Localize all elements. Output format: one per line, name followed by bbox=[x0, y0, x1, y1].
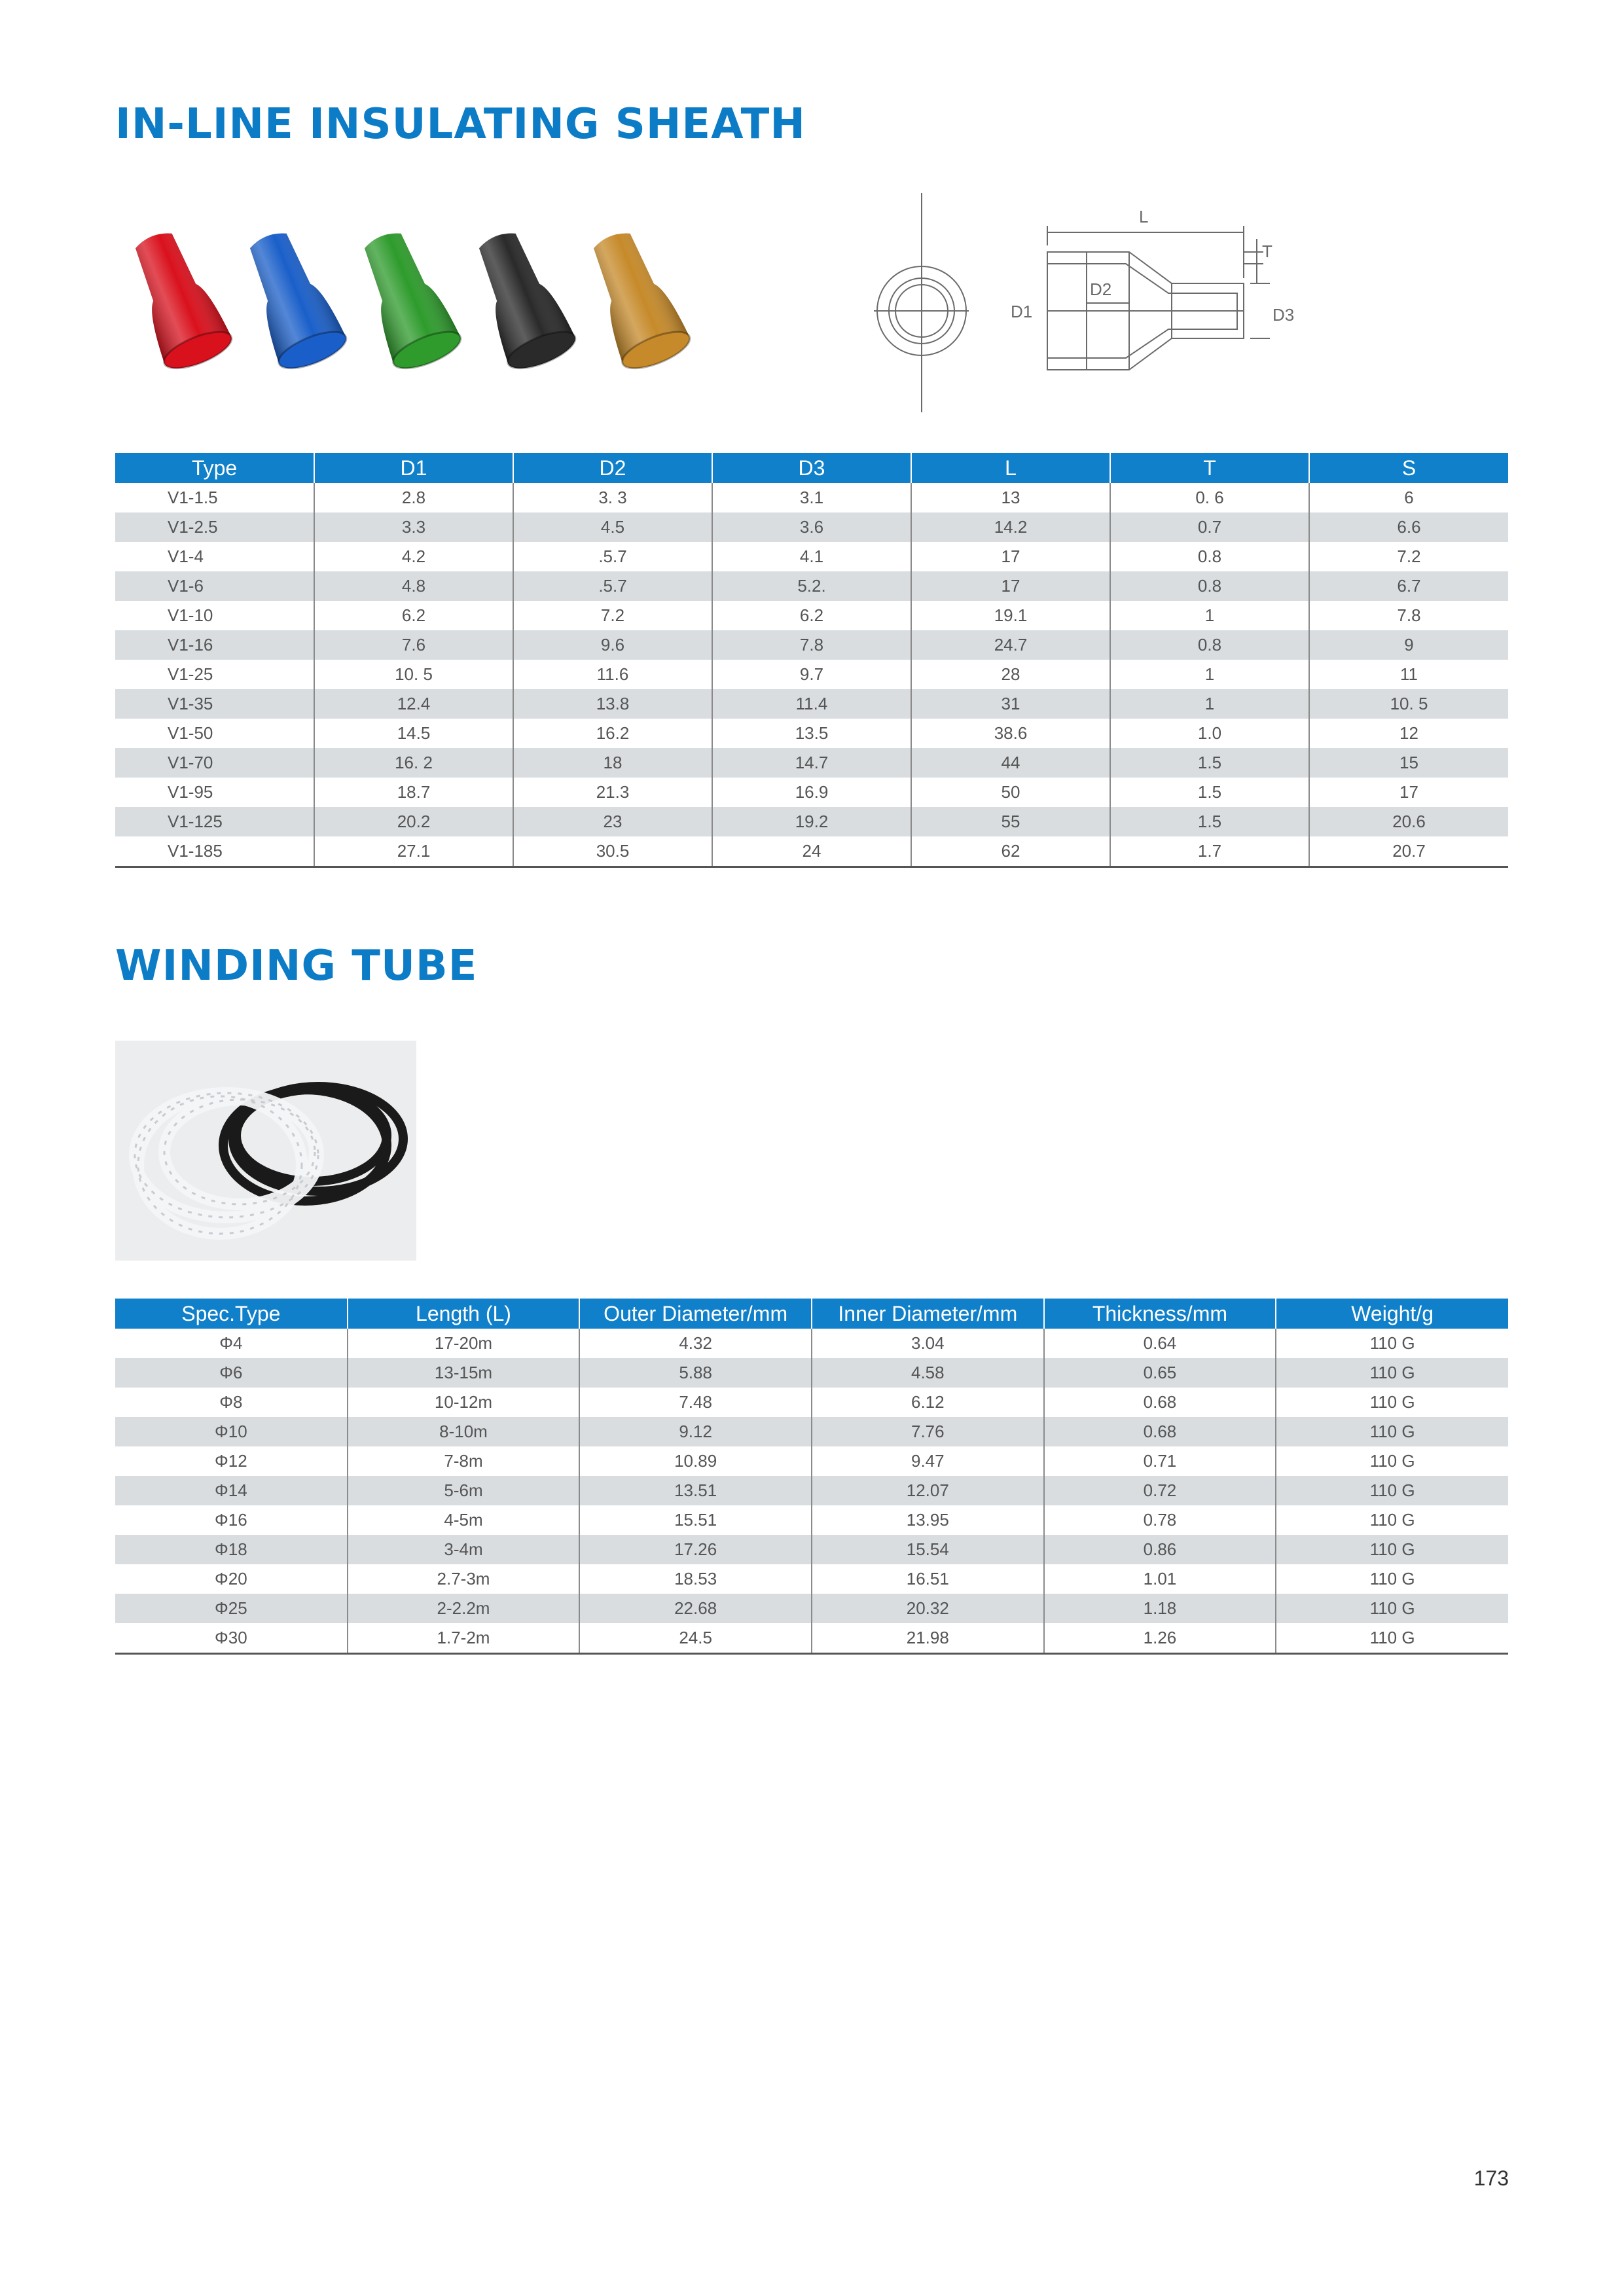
table-cell: V1-2.5 bbox=[115, 512, 314, 542]
table-cell: 10. 5 bbox=[314, 660, 513, 689]
table-cell: 30.5 bbox=[513, 836, 712, 867]
table-cell: 4.2 bbox=[314, 542, 513, 571]
winding-tube-photo bbox=[115, 1041, 416, 1261]
table-cell: 6.2 bbox=[712, 601, 911, 630]
table-cell: 6.6 bbox=[1309, 512, 1508, 542]
table-row bbox=[115, 748, 1508, 778]
diagram-label-D3: D3 bbox=[1272, 305, 1295, 325]
table-cell: 17 bbox=[911, 542, 1110, 571]
table-cell: 27.1 bbox=[314, 836, 513, 867]
table-cell: 14.7 bbox=[712, 748, 911, 778]
table-cell: 1.5 bbox=[1110, 778, 1309, 807]
table-cell: V1-50 bbox=[168, 723, 213, 743]
table-cell: 1.7 bbox=[1110, 836, 1309, 867]
table-cell: 3. 3 bbox=[513, 483, 712, 512]
page-number: 173 bbox=[1473, 2166, 1509, 2190]
sheath-sample bbox=[128, 223, 236, 376]
table-row bbox=[115, 660, 1508, 689]
table-cell: 3.3 bbox=[314, 512, 513, 542]
table-cell: 7.2 bbox=[1309, 542, 1508, 571]
column-header: D2 bbox=[513, 453, 712, 483]
column-header: L bbox=[911, 453, 1110, 483]
table-cell: 22.68 bbox=[579, 1594, 812, 1623]
table-cell: 44 bbox=[911, 748, 1110, 778]
table-cell: 5.88 bbox=[579, 1358, 812, 1388]
dimension-diagram bbox=[871, 187, 1329, 419]
table-cell: 0.7 bbox=[1110, 512, 1309, 542]
table-cell: 7.8 bbox=[712, 630, 911, 660]
table-cell: 16.9 bbox=[712, 778, 911, 807]
table-cell: 16.51 bbox=[812, 1564, 1044, 1594]
table-row bbox=[115, 1476, 1508, 1505]
table-cell: 0. 6 bbox=[1110, 483, 1309, 512]
table-cell: 55 bbox=[911, 807, 1110, 836]
table-row bbox=[115, 1564, 1508, 1594]
table-cell: 12 bbox=[1309, 719, 1508, 748]
table-cell: 10.89 bbox=[579, 1446, 812, 1476]
table-cell: 10-12m bbox=[348, 1388, 580, 1417]
table-cell: 0.68 bbox=[1044, 1388, 1276, 1417]
table-cell: 13-15m bbox=[348, 1358, 580, 1388]
table-cell: 0.72 bbox=[1044, 1476, 1276, 1505]
table-cell: 7.6 bbox=[314, 630, 513, 660]
table-cell: 3.04 bbox=[812, 1329, 1044, 1358]
table-cell: 9.7 bbox=[712, 660, 911, 689]
table-row bbox=[115, 630, 1508, 660]
table-cell: 7.8 bbox=[1309, 601, 1508, 630]
column-header: Weight/g bbox=[1276, 1299, 1508, 1329]
column-header: T bbox=[1110, 453, 1309, 483]
diagram-label-T: T bbox=[1262, 242, 1272, 261]
table-cell: 4.32 bbox=[579, 1329, 812, 1358]
table-cell: 0.68 bbox=[1044, 1417, 1276, 1446]
table-row bbox=[115, 571, 1508, 601]
table-cell: Φ6 bbox=[115, 1358, 348, 1388]
table-row bbox=[115, 601, 1508, 630]
table-cell: 11 bbox=[1309, 660, 1508, 689]
column-header: D1 bbox=[314, 453, 513, 483]
table-cell: 0.65 bbox=[1044, 1358, 1276, 1388]
table-cell: V1-70 bbox=[115, 748, 314, 778]
sheath-sample bbox=[577, 223, 695, 376]
table-row bbox=[115, 778, 1508, 807]
table-cell: 24 bbox=[712, 836, 911, 867]
table-cell: 18.7 bbox=[314, 778, 513, 807]
table-cell: 0.71 bbox=[1044, 1446, 1276, 1476]
table-row bbox=[115, 807, 1508, 836]
table-cell: 110 G bbox=[1276, 1594, 1508, 1623]
table-cell: 4.1 bbox=[712, 542, 911, 571]
table-cell: 2-2.2m bbox=[348, 1594, 580, 1623]
table-cell: 1.7-2m bbox=[348, 1623, 580, 1654]
table-cell: 38.6 bbox=[911, 719, 1110, 748]
table-cell: 7.48 bbox=[579, 1388, 812, 1417]
table-row bbox=[115, 1388, 1508, 1417]
table-cell: 15.54 bbox=[812, 1535, 1044, 1564]
table-cell: Φ25 bbox=[115, 1594, 348, 1623]
table-cell: 1 bbox=[1110, 601, 1309, 630]
table-cell: 110 G bbox=[1276, 1505, 1508, 1535]
table-cell: Φ30 bbox=[214, 1628, 247, 1647]
table-cell: 13.95 bbox=[812, 1505, 1044, 1535]
table-cell: 16. 2 bbox=[314, 748, 513, 778]
table-cell: 17-20m bbox=[348, 1329, 580, 1358]
table-cell: 2.8 bbox=[314, 483, 513, 512]
table-row bbox=[115, 1623, 1508, 1654]
sheath-product-photo bbox=[128, 216, 717, 412]
table-cell: 18.53 bbox=[579, 1564, 812, 1594]
table-cell: 1.26 bbox=[1044, 1623, 1276, 1654]
table-cell: Φ20 bbox=[214, 1569, 247, 1588]
table-cell: 20.32 bbox=[812, 1594, 1044, 1623]
table-row bbox=[115, 1329, 1508, 1358]
table-cell: 31 bbox=[911, 689, 1110, 719]
table-cell: 9.6 bbox=[513, 630, 712, 660]
table-cell: 1.0 bbox=[1110, 719, 1309, 748]
table-cell: V1-10 bbox=[168, 605, 213, 625]
table-cell: 19.1 bbox=[911, 601, 1110, 630]
table-cell: 20.6 bbox=[1309, 807, 1508, 836]
table-row bbox=[115, 542, 1508, 571]
table-cell: 62 bbox=[911, 836, 1110, 867]
table-cell: 28 bbox=[911, 660, 1110, 689]
table-cell: 5.2. bbox=[712, 571, 911, 601]
table-row bbox=[115, 719, 1508, 748]
table-cell: 19.2 bbox=[712, 807, 911, 836]
table-cell: Φ16 bbox=[214, 1510, 247, 1530]
table-header-row bbox=[115, 1299, 1508, 1329]
column-header: Type bbox=[115, 453, 314, 483]
table-cell: 110 G bbox=[1276, 1623, 1508, 1654]
table-cell: Φ18 bbox=[115, 1535, 348, 1564]
table-cell: 21.3 bbox=[513, 778, 712, 807]
table-row bbox=[115, 1535, 1508, 1564]
table-cell: Φ12 bbox=[214, 1451, 247, 1471]
diagram-label-D1: D1 bbox=[1011, 302, 1033, 321]
table-cell: V1-185 bbox=[168, 841, 223, 861]
table-cell: V1-35 bbox=[115, 689, 314, 719]
table-cell: 3-4m bbox=[348, 1535, 580, 1564]
table-cell: Φ14 bbox=[115, 1476, 348, 1505]
table-cell: V1-95 bbox=[168, 782, 213, 802]
table-cell: 3.1 bbox=[712, 483, 911, 512]
sheath-spec-table bbox=[115, 453, 1508, 868]
table-cell: V1-16 bbox=[115, 630, 314, 660]
table-cell: 0.64 bbox=[1044, 1329, 1276, 1358]
table-cell: 18 bbox=[513, 748, 712, 778]
table-cell: 6.7 bbox=[1309, 571, 1508, 601]
table-cell: 110 G bbox=[1276, 1358, 1508, 1388]
table-cell: 4.58 bbox=[812, 1358, 1044, 1388]
column-header: Thickness/mm bbox=[1044, 1299, 1276, 1329]
table-cell: 1.18 bbox=[1044, 1594, 1276, 1623]
table-cell: 110 G bbox=[1276, 1388, 1508, 1417]
table-cell: 9.12 bbox=[579, 1417, 812, 1446]
table-row bbox=[115, 1505, 1508, 1535]
table-row bbox=[115, 512, 1508, 542]
table-cell: 10. 5 bbox=[1309, 689, 1508, 719]
table-cell: 7.76 bbox=[812, 1417, 1044, 1446]
table-cell: 15 bbox=[1309, 748, 1508, 778]
sheath-sample bbox=[462, 223, 580, 376]
table-row bbox=[115, 1594, 1508, 1623]
table-cell: V1-6 bbox=[115, 571, 314, 601]
table-row bbox=[115, 1446, 1508, 1476]
table-cell: 16.2 bbox=[513, 719, 712, 748]
table-cell: 1.5 bbox=[1110, 748, 1309, 778]
table-cell: 6.12 bbox=[812, 1388, 1044, 1417]
table-cell: Φ8 bbox=[219, 1392, 243, 1412]
table-cell: 110 G bbox=[1276, 1446, 1508, 1476]
table-cell: 110 G bbox=[1276, 1476, 1508, 1505]
table-cell: 12.4 bbox=[314, 689, 513, 719]
table-cell: 9 bbox=[1309, 630, 1508, 660]
column-header: Outer Diameter/mm bbox=[579, 1299, 812, 1329]
diagram-label-L: L bbox=[1139, 207, 1149, 226]
sheath-sample bbox=[348, 223, 465, 376]
table-cell: 14.5 bbox=[314, 719, 513, 748]
table-row bbox=[115, 1358, 1508, 1388]
table-cell: 1.5 bbox=[1110, 807, 1309, 836]
table-cell: 13.51 bbox=[579, 1476, 812, 1505]
table-cell: Φ10 bbox=[115, 1417, 348, 1446]
table-cell: 110 G bbox=[1276, 1535, 1508, 1564]
column-header: Spec.Type bbox=[115, 1299, 348, 1329]
table-cell: 20.7 bbox=[1309, 836, 1508, 867]
table-cell: 9.47 bbox=[812, 1446, 1044, 1476]
table-cell: 13 bbox=[911, 483, 1110, 512]
column-header: Inner Diameter/mm bbox=[812, 1299, 1044, 1329]
table-cell: 0.8 bbox=[1110, 542, 1309, 571]
table-cell: 20.2 bbox=[314, 807, 513, 836]
table-cell: 14.2 bbox=[911, 512, 1110, 542]
table-cell: 0.78 bbox=[1044, 1505, 1276, 1535]
table-cell: 12.07 bbox=[812, 1476, 1044, 1505]
table-cell: 110 G bbox=[1276, 1564, 1508, 1594]
table-cell: 15.51 bbox=[579, 1505, 812, 1535]
table-row bbox=[115, 483, 1508, 512]
table-cell: 4.8 bbox=[314, 571, 513, 601]
table-cell: 4-5m bbox=[348, 1505, 580, 1535]
winding-tube-title: WINDING TUBE bbox=[115, 942, 478, 990]
table-header-row bbox=[115, 453, 1508, 483]
table-cell: 2.7-3m bbox=[348, 1564, 580, 1594]
column-header: Length (L) bbox=[348, 1299, 580, 1329]
table-cell: 6 bbox=[1309, 483, 1508, 512]
table-cell: 7-8m bbox=[348, 1446, 580, 1476]
table-cell: .5.7 bbox=[513, 571, 712, 601]
table-cell: 13.5 bbox=[712, 719, 911, 748]
table-cell: 5-6m bbox=[348, 1476, 580, 1505]
column-header: S bbox=[1309, 453, 1508, 483]
table-cell: 110 G bbox=[1276, 1329, 1508, 1358]
table-cell: 24.7 bbox=[911, 630, 1110, 660]
table-cell: V1-25 bbox=[168, 664, 213, 684]
table-cell: 1 bbox=[1110, 689, 1309, 719]
column-header: D3 bbox=[712, 453, 911, 483]
table-cell: 1 bbox=[1110, 660, 1309, 689]
table-cell: 21.98 bbox=[812, 1623, 1044, 1654]
table-cell: 24.5 bbox=[579, 1623, 812, 1654]
table-cell: 3.6 bbox=[712, 512, 911, 542]
table-row bbox=[115, 689, 1508, 719]
table-cell: Φ4 bbox=[219, 1333, 243, 1353]
table-cell: 6.2 bbox=[314, 601, 513, 630]
table-cell: 17.26 bbox=[579, 1535, 812, 1564]
table-row bbox=[115, 836, 1508, 867]
table-cell: 23 bbox=[513, 807, 712, 836]
table-cell: V1-125 bbox=[115, 807, 314, 836]
table-cell: 0.86 bbox=[1044, 1535, 1276, 1564]
table-cell: 7.2 bbox=[513, 601, 712, 630]
table-cell: 0.8 bbox=[1110, 571, 1309, 601]
table-cell: V1-4 bbox=[168, 547, 204, 566]
table-cell: 50 bbox=[911, 778, 1110, 807]
table-cell: 4.5 bbox=[513, 512, 712, 542]
winding-tube-spec-table bbox=[115, 1299, 1508, 1655]
table-cell: 110 G bbox=[1276, 1417, 1508, 1446]
table-cell: 11.6 bbox=[513, 660, 712, 689]
table-row bbox=[115, 1417, 1508, 1446]
sheath-title: IN-LINE INSULATING SHEATH bbox=[115, 100, 806, 149]
table-cell: 8-10m bbox=[348, 1417, 580, 1446]
table-cell: 1.01 bbox=[1044, 1564, 1276, 1594]
table-cell: 11.4 bbox=[712, 689, 911, 719]
diagram-label-D2: D2 bbox=[1090, 279, 1112, 299]
table-cell: V1-1.5 bbox=[168, 488, 218, 507]
table-cell: 17 bbox=[1309, 778, 1508, 807]
table-cell: 17 bbox=[911, 571, 1110, 601]
table-cell: 13.8 bbox=[513, 689, 712, 719]
table-cell: .5.7 bbox=[513, 542, 712, 571]
table-cell: 0.8 bbox=[1110, 630, 1309, 660]
sheath-sample bbox=[233, 223, 351, 376]
